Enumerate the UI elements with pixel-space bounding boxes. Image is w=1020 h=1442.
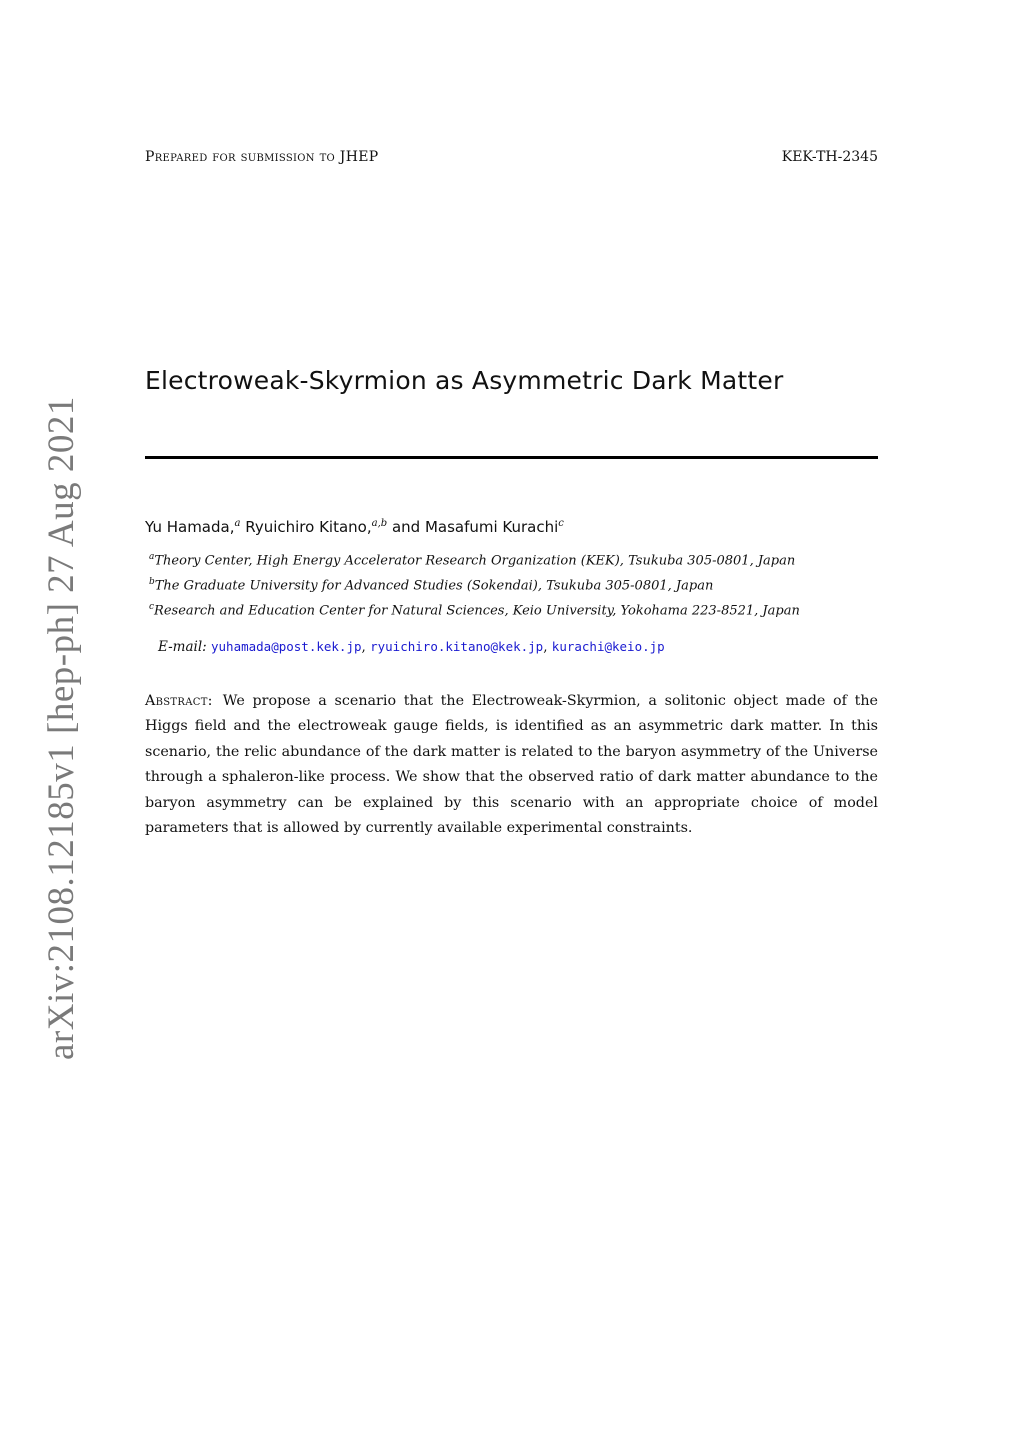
author-list <box>145 518 564 536</box>
affiliation <box>149 577 879 593</box>
abstract-label: Abstract: <box>145 693 213 709</box>
email-link[interactable]: yuhamada@post.kek.jp <box>211 639 362 654</box>
arxiv-identifier-stamp: arXiv:2108.12185v1 [hep-ph] 27 Aug 2021 <box>41 396 82 1060</box>
abstract <box>145 689 878 841</box>
author-affiliation-mark: c <box>558 518 564 529</box>
email-link[interactable]: kurachi@keio.jp <box>551 639 665 654</box>
affiliation <box>149 552 879 568</box>
affiliation-text: Theory Center, High Energy Accelerator Research Organization (KEK), Tsukuba 305-0801, Japan <box>154 553 796 569</box>
email-label: E-mail: <box>158 639 207 655</box>
title-divider <box>145 456 878 459</box>
author-name: and Masafumi Kurachi <box>391 518 559 536</box>
author-affiliation-mark: a,b <box>371 518 388 529</box>
affiliation-mark: c <box>149 602 155 612</box>
report-number: KEK-TH-2345 <box>781 149 878 165</box>
affiliation-mark: b <box>149 577 155 587</box>
email-link[interactable]: ryuichiro.kitano@kek.jp <box>370 639 544 654</box>
author-affiliation-mark: a <box>234 518 241 529</box>
author-name: Ryuichiro Kitano, <box>245 518 372 536</box>
journal-note: Prepared for submission to JHEP <box>145 149 379 165</box>
paper-title: Electroweak-Skyrmion as Asymmetric Dark Matter <box>145 366 784 395</box>
abstract-text: We propose a scenario that the Electroweak-Skyrmion, a solitonic object made of the Higgs field and the electroweak gauge fields, is identified as an asymmetric dark matter. In this scenario, the relic abundance of the dark matter is related to the baryon asymmetry of the Universe through a sphaleron-like process. We show that the observed ratio of dark matter abundance to the baryon asymmetry can be explained by this scenario with an appropriate choice of model parameters that is allowed by currently available experimental constraints. <box>145 693 878 837</box>
affiliation <box>149 602 879 618</box>
author-name: Yu Hamada, <box>145 518 235 536</box>
affiliation-text: The Graduate University for Advanced Studies (Sokendai), Tsukuba 305-0801, Japan <box>154 578 714 594</box>
affiliation-mark: a <box>149 552 155 562</box>
affiliation-text: Research and Education Center for Natural Sciences, Keio University, Yokohama 223-8521, Japan <box>154 603 800 619</box>
email-line: E-mail: yuhamada@post.kek.jp, ryuichiro.kitano@kek.jp, kurachi@keio.jp <box>158 639 665 655</box>
